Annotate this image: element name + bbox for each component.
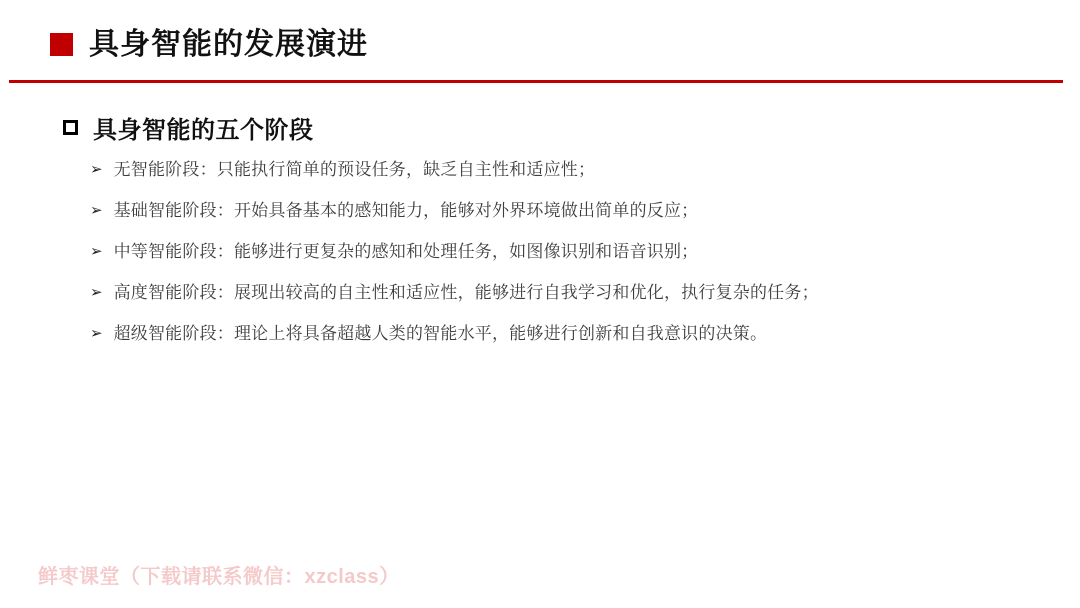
stage-list-item [90, 240, 1040, 263]
stage-list [90, 158, 1040, 363]
arrow-bullet-icon: ➢ [90, 325, 103, 342]
title-divider-line [9, 80, 1063, 83]
stage-list-item [90, 158, 1040, 181]
hollow-square-bullet-icon [63, 120, 78, 135]
stage-text: 超级智能阶段：理论上将具备超越人类的智能水平，能够进行创新和自我意识的决策。 [113, 324, 768, 343]
stage-text: 高度智能阶段：展现出较高的自主性和适应性，能够进行自我学习和优化，执行复杂的任务； [113, 283, 819, 302]
stage-text: 中等智能阶段：能够进行更复杂的感知和处理任务，如图像识别和语音识别； [113, 242, 699, 261]
arrow-bullet-icon: ➢ [90, 243, 103, 260]
stage-text: 基础智能阶段：开始具备基本的感知能力，能够对外界环境做出简单的反应； [113, 201, 699, 220]
section-heading-row [63, 110, 314, 145]
stage-list-item [90, 322, 1040, 345]
arrow-bullet-icon: ➢ [90, 284, 103, 301]
stage-list-item [90, 199, 1040, 222]
slide-header [50, 28, 368, 61]
watermark-text: 鲜枣课堂（下载请联系微信：xzclass） [38, 566, 400, 588]
stage-text: 无智能阶段：只能执行简单的预设任务，缺乏自主性和适应性； [113, 160, 596, 179]
arrow-bullet-icon: ➢ [90, 202, 103, 219]
red-square-bullet-icon [50, 33, 73, 56]
slide-title: 具身智能的发展演进 [89, 28, 368, 61]
section-heading: 具身智能的五个阶段 [93, 117, 314, 144]
arrow-bullet-icon: ➢ [90, 161, 103, 178]
stage-list-item [90, 281, 1040, 304]
